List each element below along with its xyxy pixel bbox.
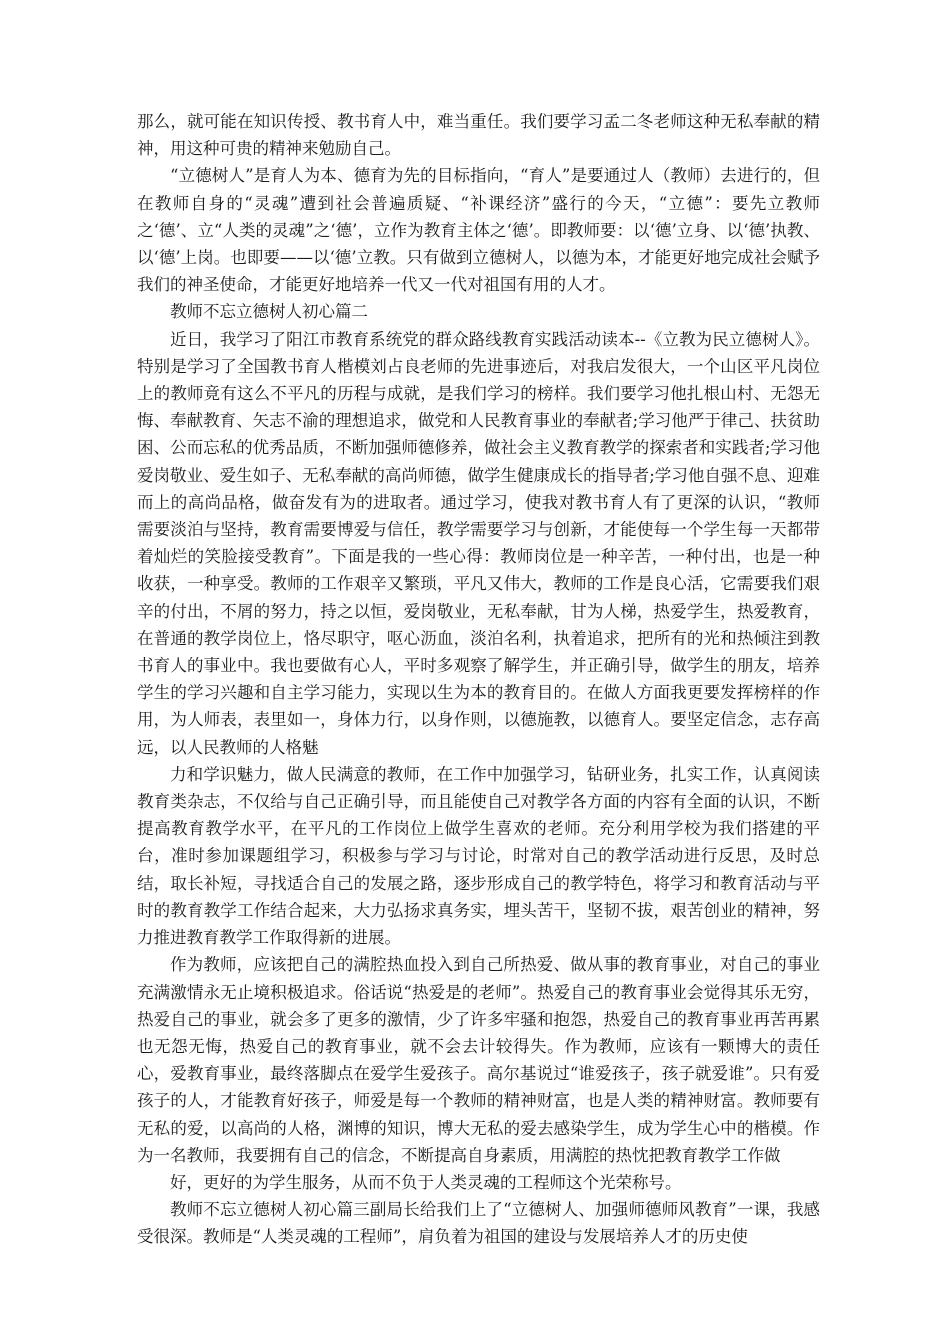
paragraph-4: 力和学识魅力，做人民满意的教师，在工作中加强学习，钻研业务，扎实工作，认真阅读教育类杂志，不仅给与自己正确引导，而且能使自己对教学各方面的内容有全面的认识，不断提高教育教学水平，在平凡的工作岗位上做学生喜欢的老师。充分利用学校为我们搭建的平台，准时参加课题组学习，积极参与学习与讨论，时常对自己的教学活动进行反思，及时总结，取长补短，寻找适合自己的发展之路，逐步形成自己的教学特色，将学习和教育活动与平时的教育教学工作结合起来，大力弘扬求真务实，埋头苦干，坚韧不拔，艰苦创业的精神，努力推进教育教学工作取得新的进展。: [137, 764, 820, 948]
paragraph-6: 好，更好的为学生服务，从而不负于人类灵魂的工程师这个光荣称号。: [170, 1172, 682, 1192]
paragraph-5: 作为教师，应该把自己的满腔热血投入到自己所热爱、做从事的教育事业，对自己的事业充满激情永无止境积极追求。俗话说“热爱是的老师”。热爱自己的教育事业会觉得其乐无穷，热爱自己的事业，就会多了更多的激情，少了许多牢骚和抱怨，热爱自己的教育事业再苦再累也无怨无悔，热爱自己的教育事业，就不会去计较得失。作为教师，应该有一颗博大的责任心，爱教育事业，最终落脚点在爱学生爱孩子。高尔基说过“谁爱孩子，孩子就爱谁”。只有爱孩子的人，才能教育好孩子，师爱是每一个教师的精神财富，也是人类的精神财富。教师要有无私的爱，以高尚的人格，渊博的知识，博大无私的爱去感染学生，成为学生心中的楷模。作为一名教师，我要拥有自己的信念，不断提高自身素质，用满腔的热忱把教育教学工作做: [137, 955, 820, 1165]
paragraph-1: 那么，就可能在知识传授、教书育人中，难当重任。我们要学习孟二冬老师这种无私奉献的精神，用这种可贵的精神来勉励自己。: [137, 112, 820, 159]
paragraph-2: “立德树人”是育人为本、德育为先的目标指向，“育人”是要通过人（教师）去进行的，但在教师自身的“灵魂”遭到社会普遍质疑、“补课经济”盛行的今天，“立德”：要先立教师之‘德’、立“人类的灵魂”之‘德’，立作为教育主体之‘德’。即教师要：以‘德’立身、以‘德’执教、以‘德’上岗。也即要——以‘德’立教。只有做到立德树人，以德为本，才能更好地完成社会赋予我们的神圣使命，才能更好地培养一代又一代对祖国有用的人才。: [137, 166, 820, 295]
paragraph-7: 教师不忘立德树人初心篇三副局长给我们上了“立德树人、加强师德师风教育”一课，我感受很深。教师是“人类灵魂的工程师”，肩负着为祖国的建设与发展培养人才的历史使: [137, 1200, 820, 1247]
paragraph-3: 近日，我学习了阳江市教育系统党的群众路线教育实践活动读本--《立教为民立德树人》。特别是学习了全国教书育人楷模刘占良老师的先进事迹后，对我启发很大，一个山区平凡岗位上的教师竟有这么不平凡的历程与成就，是我们学习的榜样。我们要学习他扎根山村、无怨无悔、奉献教育、矢志不渝的理想追求，做党和人民教育事业的奉献者;学习他严于律己、扶贫助困、公而忘私的优秀品质，不断加强师德修养，做社会主义教育教学的探索者和实践者;学习他爱岗敬业、爱生如子、无私奉献的高尚师德，做学生健康成长的指导者;学习他自强不息、迎难而上的高尚品格，做奋发有为的进取者。通过学习，使我对教书育人有了更深的认识，“教师需要淡泊与坚持，教育需要博爱与信任，教学需要学习与创新，才能使每一个学生每一天都带着灿烂的笑脸接受教育”。下面是我的一些心得：教师岗位是一种辛苦，一种付出，也是一种收获，一种享受。教师的工作艰辛又繁琐，平凡又伟大，教师的工作是良心活，它需要我们艰辛的付出，不屑的努力，持之以恒，爱岗敬业，无私奉献，甘为人梯，热爱学生，热爱教育，在普通的教学岗位上，恪尽职守，呕心沥血，淡泊名利，执着追求，把所有的光和热倾注到教书育人的事业中。我也要做有心人，平时多观察了解学生，并正确引导，做学生的朋友，培养学生的学习兴趣和自主学习能力，实现以生为本的教育目的。在做人方面我更要发挥榜样的作用，为人师表，表里如一，身体力行，以身作则，以德施教，以德育人。要坚定信念，志存高远，以人民教师的人格魅: [137, 329, 820, 757]
document-body: [137, 108, 820, 1251]
section-heading-2: 教师不忘立德树人初心篇二: [170, 302, 368, 322]
